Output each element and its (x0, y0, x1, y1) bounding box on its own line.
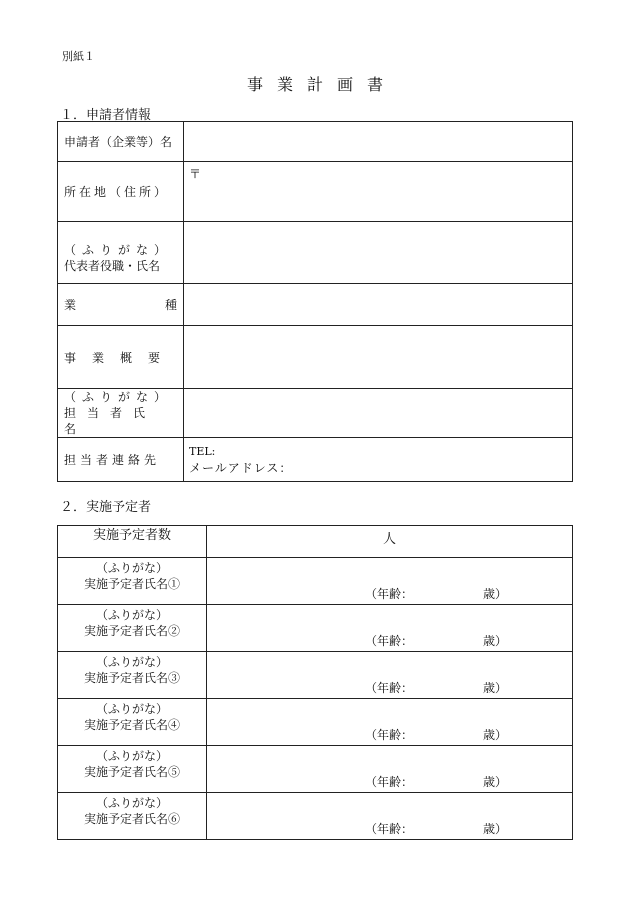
age-unit: 歳） (483, 728, 508, 742)
implementer-row (58, 699, 573, 746)
implementer-row (58, 558, 573, 605)
implementer-name-field[interactable] (207, 652, 573, 699)
implementer-row (58, 793, 573, 840)
table-row (58, 284, 573, 326)
label-text: 事業概要 (64, 350, 177, 365)
tel-field[interactable]: TEL: (189, 444, 216, 458)
table-row (58, 222, 573, 284)
furigana-label: （ふりがな） (95, 608, 168, 622)
contact-info-label (58, 438, 184, 482)
implementer-row (58, 652, 573, 699)
age-label: （年齢： (365, 822, 414, 836)
furigana-label: （ふりがな） (64, 390, 173, 404)
age-label: （年齢： (365, 775, 414, 789)
label-text: 担当者氏名 (64, 406, 157, 436)
implementer-rows (58, 558, 573, 840)
implementer-label: 実施予定者氏名③ (83, 671, 180, 685)
contact-person-field[interactable] (184, 389, 573, 438)
applicant-name-label (58, 122, 184, 162)
section2-heading: ２．実施予定者 (60, 500, 152, 515)
furigana-label: （ふりがな） (95, 796, 168, 810)
implementer-name-field[interactable] (207, 558, 573, 605)
table-row (58, 162, 573, 222)
age-field[interactable] (365, 679, 508, 696)
representative-label (58, 222, 184, 284)
business-overview-field[interactable] (184, 326, 573, 389)
implementer-name-label (58, 793, 207, 840)
implementer-name-label (58, 558, 207, 605)
age-field[interactable] (365, 632, 508, 649)
applicant-info-table (57, 121, 573, 482)
label-char: 業 (64, 298, 77, 312)
label-text: 担当者連絡先 (64, 453, 161, 467)
count-unit: 人 (382, 532, 396, 547)
section1-heading: １．申請者情報 (60, 108, 152, 123)
label-text: 申請者（企業等）名 (64, 135, 173, 149)
furigana-label: （ふりがな） (95, 702, 168, 716)
furigana-label: （ふりがな） (64, 242, 173, 257)
contact-info-field (184, 438, 573, 482)
age-unit: 歳） (483, 822, 508, 836)
implementer-name-field[interactable] (207, 699, 573, 746)
age-unit: 歳） (483, 681, 508, 695)
table-row (58, 122, 573, 162)
furigana-label: （ふりがな） (95, 561, 168, 575)
implementer-name-field[interactable] (207, 605, 573, 652)
implementer-count-field[interactable] (207, 526, 573, 558)
label-char: 種 (164, 298, 177, 312)
age-label: （年齢： (365, 681, 414, 695)
table-row (58, 526, 573, 558)
contact-person-label (58, 389, 184, 438)
label-text: 代表者役職・氏名 (64, 258, 161, 273)
age-field[interactable] (365, 726, 508, 743)
implementer-name-field[interactable] (207, 746, 573, 793)
implementer-count-label: 実施予定者数 (58, 526, 207, 558)
age-label: （年齢： (365, 587, 414, 601)
age-unit: 歳） (483, 634, 508, 648)
implementer-label: 実施予定者氏名⑥ (83, 812, 180, 826)
implementer-name-label (58, 652, 207, 699)
age-field[interactable] (365, 773, 508, 790)
implementer-name-field[interactable] (207, 793, 573, 840)
industry-label (58, 284, 184, 326)
industry-label-text (64, 296, 177, 313)
email-field[interactable]: メールアドレス： (189, 460, 293, 475)
age-field[interactable] (365, 820, 508, 837)
implementer-label: 実施予定者氏名⑤ (83, 765, 180, 779)
furigana-label: （ふりがな） (95, 749, 168, 763)
attachment-label: 別紙１ (62, 50, 95, 63)
implementer-name-label (58, 699, 207, 746)
age-label: （年齢： (365, 728, 414, 742)
implementer-row (58, 605, 573, 652)
business-overview-label (58, 326, 184, 389)
implementer-label: 実施予定者氏名② (83, 624, 180, 638)
representative-field[interactable] (184, 222, 573, 284)
industry-field[interactable] (184, 284, 573, 326)
table-row (58, 326, 573, 389)
table-row (58, 438, 573, 482)
label-text: 所在地（住所） (64, 185, 170, 199)
age-field[interactable] (365, 585, 508, 602)
address-label (58, 162, 184, 222)
implementer-row (58, 746, 573, 793)
document-title: 事業計画書 (246, 75, 397, 94)
implementer-label: 実施予定者氏名④ (83, 718, 180, 732)
table-row (58, 389, 573, 438)
implementer-name-label (58, 605, 207, 652)
address-field[interactable]: 〒 (184, 162, 573, 222)
age-unit: 歳） (483, 775, 508, 789)
age-label: （年齢： (365, 634, 414, 648)
furigana-label: （ふりがな） (95, 655, 168, 669)
implementer-name-label (58, 746, 207, 793)
implementer-table (57, 525, 573, 840)
applicant-name-field[interactable] (184, 122, 573, 162)
age-unit: 歳） (483, 587, 508, 601)
implementer-label: 実施予定者氏名① (83, 577, 180, 591)
